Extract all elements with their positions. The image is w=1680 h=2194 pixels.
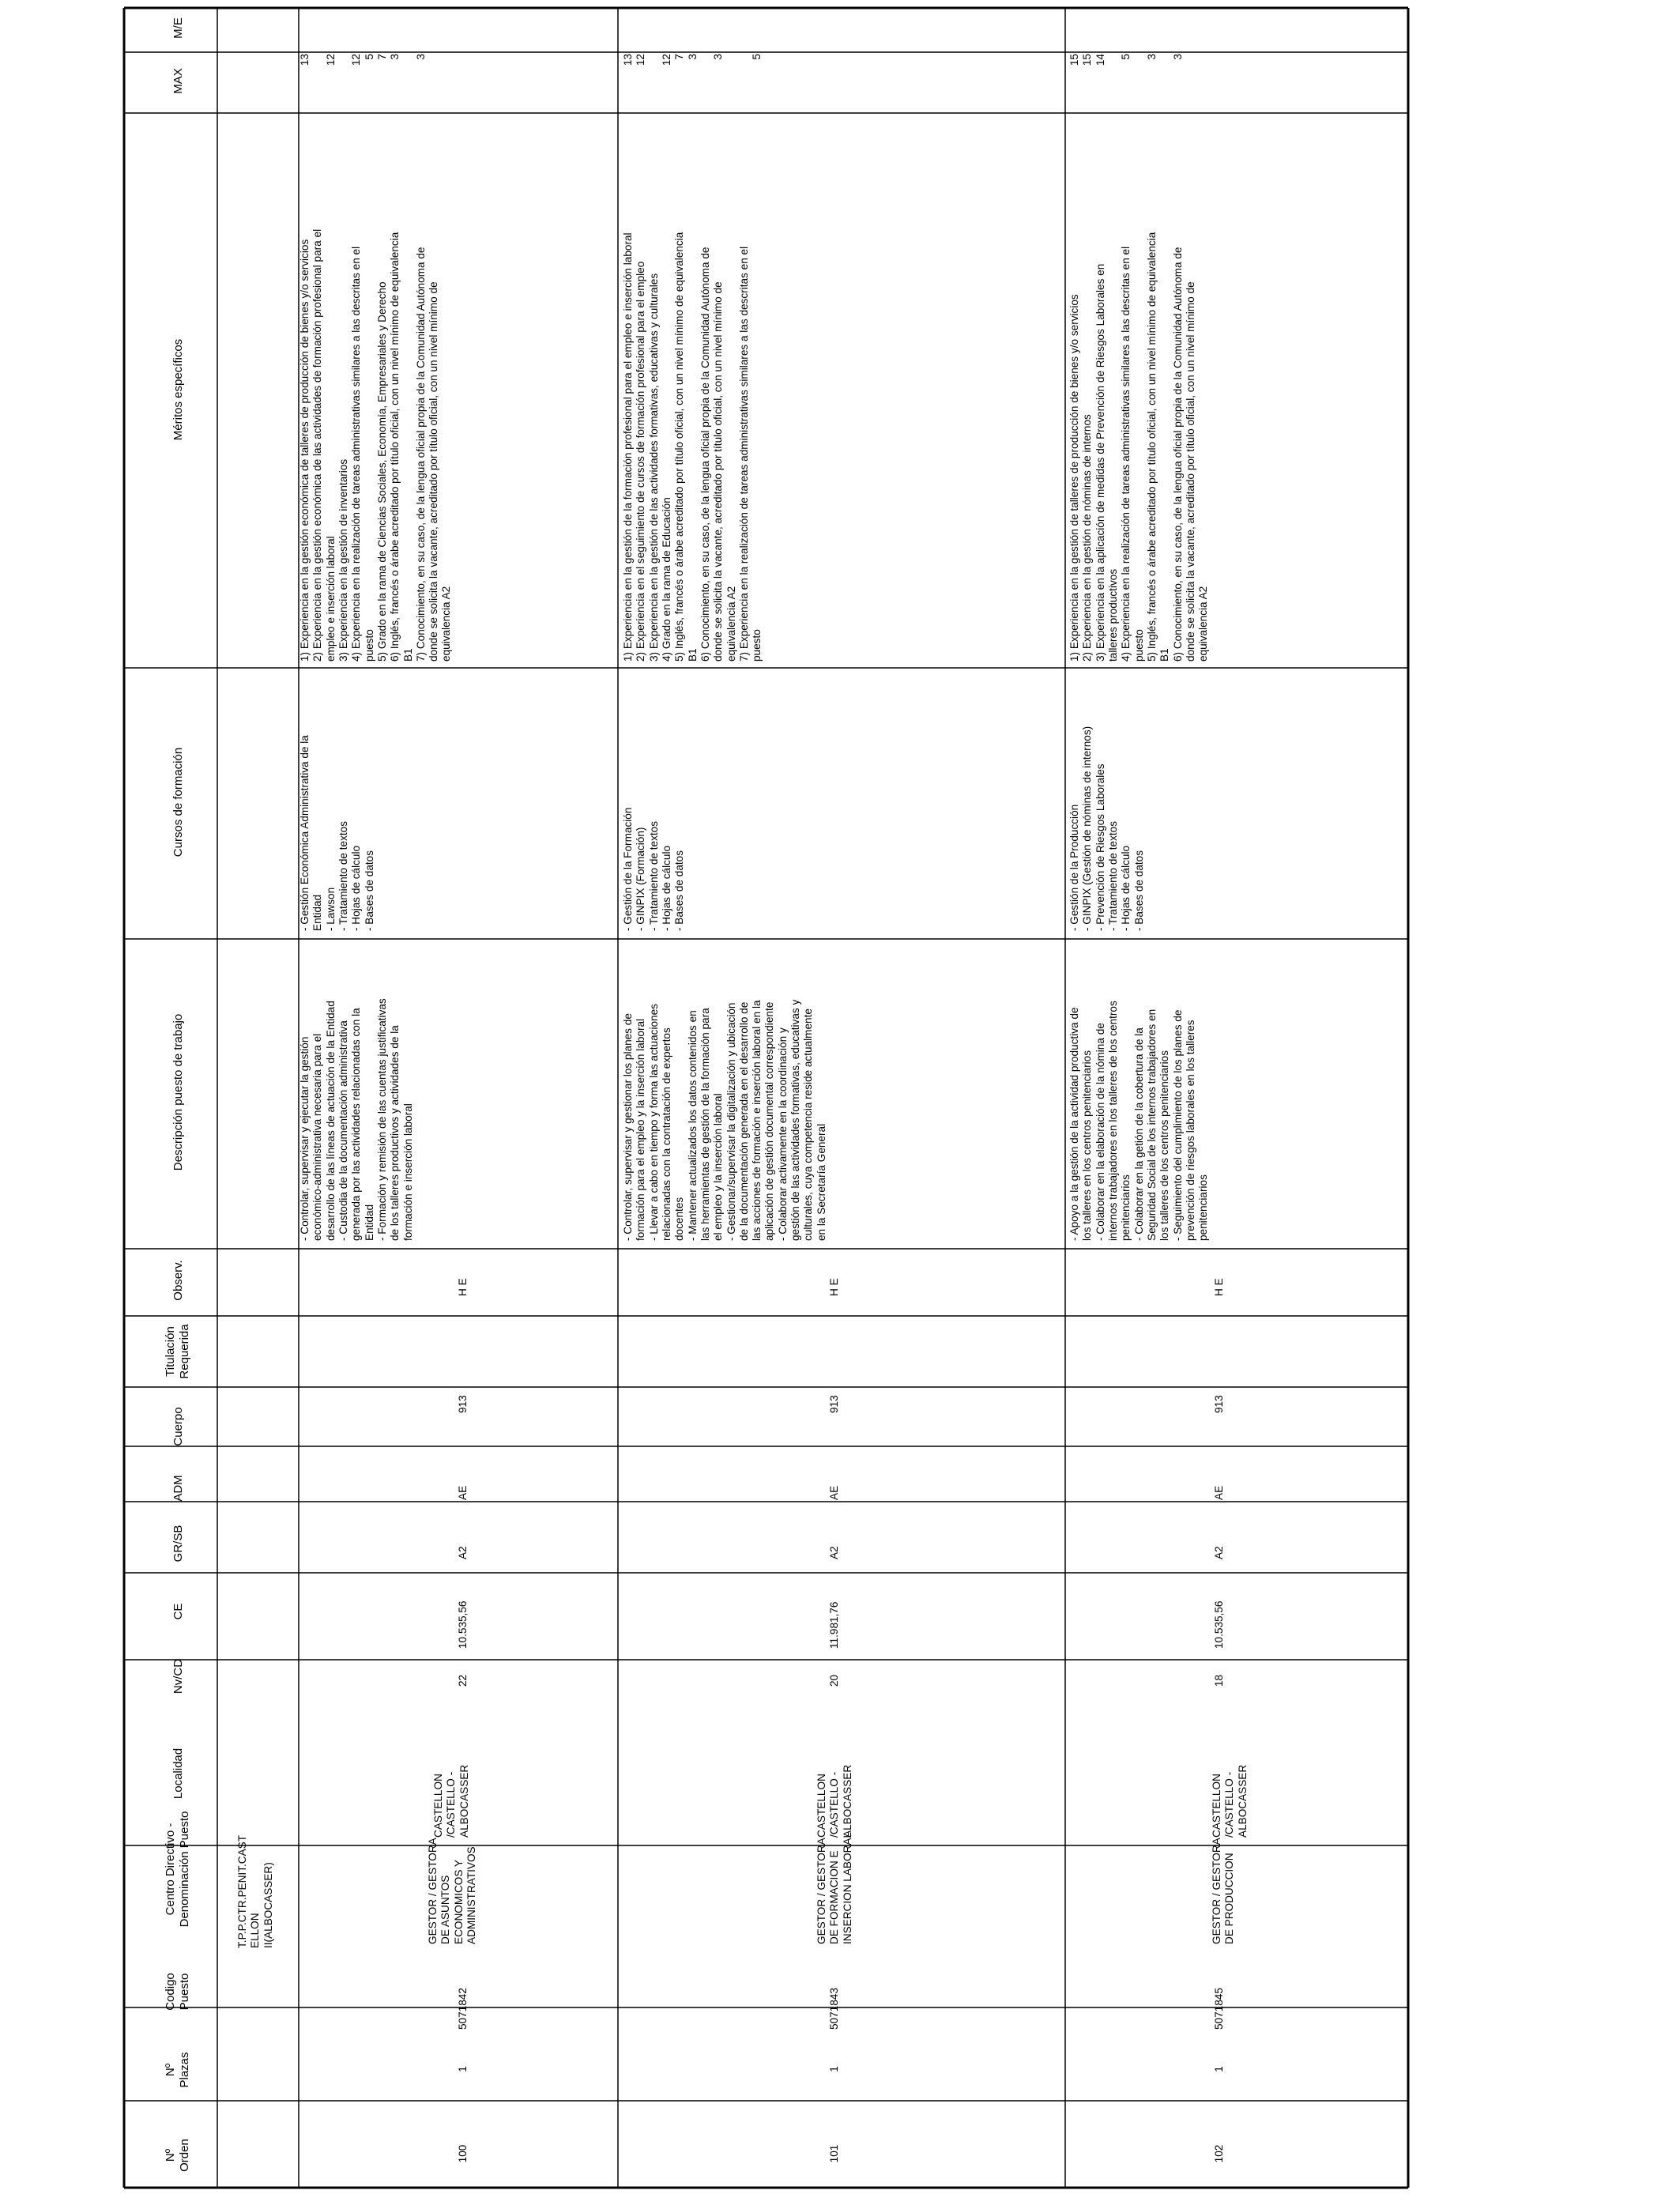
row-102-adm: AE [1213,1485,1225,1500]
row-101-observ: H E [828,1278,840,1296]
header-observ: Observ. [171,1260,185,1301]
header-localidad: Localidad [171,1747,185,1800]
row-100-grsb: A2 [457,1546,469,1559]
header-orden: Nº Orden [164,2139,191,2172]
row-102-max: 15 15 14 5 3 3 [1068,54,1184,66]
header-descripcion: Descripción puesto de trabajo [171,1013,185,1171]
row-100-max: 13 12 12 5 7 3 3 [299,54,427,66]
row-102-localidad: CASTELLON /CASTELLO - ALBOCASSER [1211,1764,1249,1838]
row-100-localidad: CASTELLON /CASTELLO - ALBOCASSER [432,1764,470,1838]
row-101-adm: AE [828,1485,840,1500]
header-codigo: Codigo Puesto [164,1973,191,2011]
row-100-nvcd: 22 [457,1674,469,1687]
row-100-adm: AE [457,1485,469,1500]
row-100-observ: H E [457,1278,469,1296]
row-101-cursos: - Gestión de la Formación - GINPIX (Formación) - Tratamiento de textos - Hojas de cálculo - Bases de datos [622,807,686,931]
row-101-plazas: 1 [828,2066,840,2072]
row-100-plazas: 1 [457,2066,469,2072]
row-100-denominacion: GESTOR / GESTORA DE ASUNTOS ECONOMICOS Y ADMINISTRATIVOS [427,1838,477,1944]
row-101-denominacion: GESTOR / GESTORA DE FORMACION E INSERCION LABORAL [816,1831,853,1944]
row-102-denominacion: GESTOR / GESTORA DE PRODUCCION [1211,1838,1236,1944]
row-101-nvcd: 20 [828,1674,840,1687]
row-102-plazas: 1 [1213,2066,1225,2072]
header-ce: CE [171,1603,185,1620]
row-101-ce: 11.981,76 [828,1601,840,1649]
header-centro: Centro Directivo - Denominación Puesto [164,1811,191,1928]
header-me: M/E [171,17,185,39]
header-plazas: Nº Plazas [164,2052,191,2088]
header-cursos: Cursos de formación [171,747,185,858]
row-102-orden: 102 [1213,2144,1225,2163]
row-100-cuerpo: 913 [457,1395,469,1413]
row-100-ce: 10.535,56 [457,1600,469,1649]
header-titulacion: Titulación Requerida [164,1324,191,1379]
header-max: MAX [171,68,185,94]
header-nvcd: Nv/CD [171,1658,185,1695]
row-102-ce: 10.535,56 [1213,1600,1225,1649]
row-101-grsb: A2 [828,1546,840,1559]
row-101-descripcion: - Controlar, supervisar y gestionar los planes de formación para el empleo y la inserción laboral - Llevar a cabo en tiempo y forma las actuaciones relacionadas con la contratación de expertos docentes - Mantener actualizados los datos contenidos en las herramientas de gestión de la formación para el empleo y la inserción laboral - Gestionar/supervisar la digitalización y ubicación de la documentación generada en el desarrollo de las acciones de formación e inserción laboral en la aplicación de gestión documental correspondiente - Colaborar activamente en la coordinación y gestión de las actividades formativas, educativas y culturales, cuya competencia reside actualmente en la Secretaría General [622,999,827,1241]
row-101-max: 13 12 12 7 3 3 5 [622,54,763,66]
centro-directivo: T.P.P.CTR.PENIT.CAST ELLON II(ALBOCASSER) [236,1834,274,1948]
row-102-codigo: 5071845 [1213,1988,1225,2030]
header-grsb: GR/SB [171,1525,185,1563]
row-101-cuerpo: 913 [828,1395,840,1413]
row-101-localidad: CASTELLON /CASTELLO - ALBOCASSER [816,1764,853,1838]
row-100-cursos: - Gestión Económica Administrativa de la Entidad - Lawson - Tratamiento de textos - Hojas de cálculo - Bases de datos [299,735,375,931]
row-102-cursos: - Gestión de la Producción - GINPIX (Gestión de nóminas de internos) - Prevención de Riesgos Laborales - Tratamiento de textos - Hojas de cálculo - Bases de datos [1068,726,1145,931]
header-adm: ADM [171,1475,185,1502]
row-101-orden: 101 [828,2144,840,2163]
row-102-nvcd: 18 [1213,1674,1225,1687]
row-100-codigo: 5071842 [457,1988,469,2030]
row-101-meritos: 1) Experiencia en la gestión de la formación profesional para el empleo e inserción laboral 2) Experiencia en el seguimiento de cursos de formación profesional para el empleo 3) Experiencia en la gestión de las actividades formativas, educativas y culturales 4) Grado en la rama de Educación 5) Inglés, francés o árabe acreditado por título oficial, con un nivel mínimo de equivalencia B1 6) Conocimiento, en su caso, de la lengua oficial propia de la Comunidad Autónoma de donde se solicita la vacante, acreditado por título oficial, con un nivel mínimo de equivalencia A2 7) Experiencia en la realización de tareas administrativas similares a las descritas en el puesto [622,232,763,662]
row-101-codigo: 5071843 [828,1988,840,2030]
row-102-observ: H E [1213,1278,1225,1296]
header-meritos: Méritos específicos [171,338,185,441]
row-102-grsb: A2 [1213,1546,1225,1559]
row-102-cuerpo: 913 [1213,1395,1225,1413]
row-102-meritos: 1) Experiencia en la gestión de talleres de producción de bienes y/o servicios 2) Experiencia en la gestión de nóminas de internos 3) Experiencia en la aplicación de medidas de Prevención de Riesgos Laborales en talleres productivos 4) Experiencia en la realización de tareas administrativas similares a las descritas en el puesto 5) Inglés, francés o árabe acreditado por título oficial, con un nivel mínimo de equivalencia B1 6) Conocimiento, en su caso, de la lengua oficial propia de la Comunidad Autónoma de donde se solicita la vacante, acreditado por título oficial, con un nivel mínimo de equivalencia A2 [1068,232,1210,662]
row-100-meritos: 1) Experiencia en la gestión económica de talleres de producción de bienes y/o servicios 2) Experiencia en la gestión económica de las actividades de formación profesional para el empleo e inserción laboral 3) Experiencia en la gestión de inventarios 4) Experiencia en la realización de tareas administrativas similares a las descritas en el puesto 5) Grado en la rama de Ciencias Sociales, Economía, Empresariales y Derecho 6) Inglés, francés o árabe acreditado por título oficial, con un nivel mínimo de equivalencia B1 7) Conocimiento, en su caso, de la lengua oficial propia de la Comunidad Autónoma de donde se solicita la vacante, acreditado por título oficial, con un nivel mínimo de equivalencia A2 [299,228,453,662]
row-102-descripcion: - Apoyo a la gestión de la actividad productiva de los talleres en los centros penitenciarios - Colaborar en la elaboración de la nómina de internos trabajadores en los talleres de los centros penitenciarios - Colaborar en la getión de la cobertura de la Seguridad Social de los internos trabajadores en los talleres de los centros penitenciarios - Seguimiento del cumplimiento de los planes de prevención de riesgos laborales en los talleres penitenciarios [1068,1001,1210,1241]
row-100-descripcion: - Controlar, supervisar y ejecutar la gestión económico-administrativa necesaria para el desarrollo de las líneas de actuación de la Entidad - Custodia de la documentación administrativa generada por las actividades relacionadas con la Entidad - Formación y remisión de las cuentas justificativas de los talleres productivos y actividades de la formación e inserción laboral [299,998,414,1241]
header-cuerpo: Cuerpo [171,1407,185,1446]
row-100-orden: 100 [457,2144,469,2163]
